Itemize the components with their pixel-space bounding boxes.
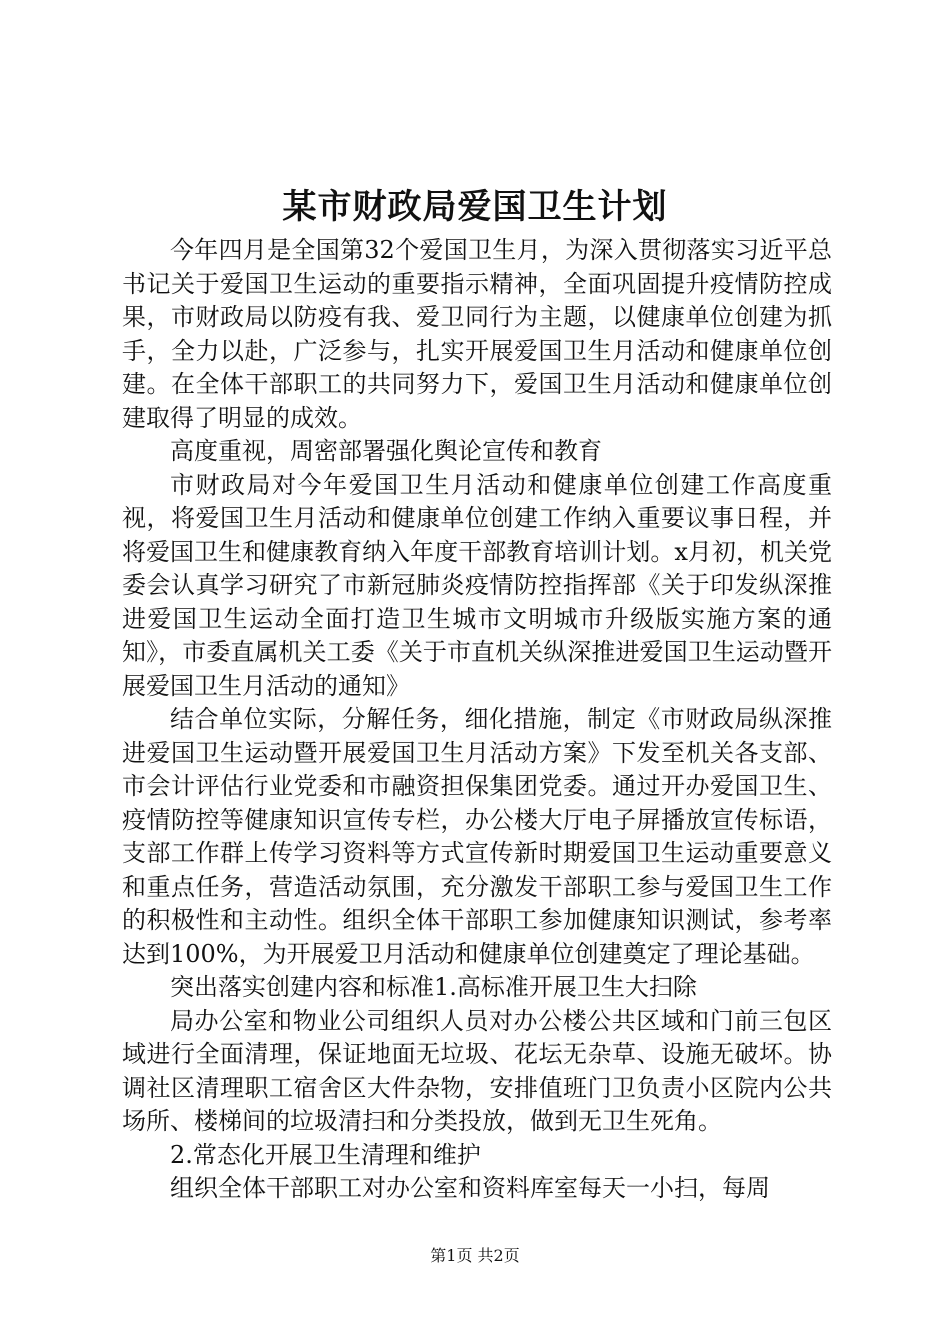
document-body (122, 234, 832, 1206)
page-footer: 第1页 共2页 (430, 1246, 520, 1265)
paragraph-maintenance: 组织全体干部职工对办公室和资料库室每天一小扫，每周 (170, 1174, 770, 1202)
section-heading-maintenance: 2.常态化开展卫生清理和维护 (170, 1140, 481, 1169)
paragraph-measures: 结合单位实际，分解任务，细化措施，制定《市财政局纵深推进爱国卫生运动暨开展爱国卫生月活动方案》下发至机关各支部、市会计评估行业党委和市融资担保集团党委。通过开办爱国卫生、疫情防控等健康知识宣传专栏，办公楼大厅电子屏播放宣传标语，支部工作群上传学习资料等方式宣传新时期爱国卫生运动重要意义和重点任务，营造活动氛围，充分激发干部职工参与爱国卫生工作的积极性和主动性。组织全体干部职工参加健康知识测试，参考率达到100%，为开展爱卫月活动和健康单位创建奠定了理论基础。 (122, 705, 832, 968)
section-heading-cleanup: 突出落实创建内容和标准1.高标准开展卫生大扫除 (170, 973, 697, 1001)
section-heading-publicity: 高度重视，周密部署强化舆论宣传和教育 (170, 437, 602, 465)
paragraph-cleanup: 局办公室和物业公司组织人员对办公楼公共区域和门前三包区域进行全面清理，保证地面无垃圾、花坛无杂草、设施无破坏。协调社区清理职工宿舍区大件杂物，安排值班门卫负责小区院内公共场所、楼梯间的垃圾清扫和分类投放，做到无卫生死角。 (122, 1006, 832, 1135)
document-title: 某市财政局爱国卫生计划 (282, 187, 668, 227)
paragraph-planning: 市财政局对今年爱国卫生月活动和健康单位创建工作高度重视，将爱国卫生月活动和健康单位创建工作纳入重要议事日程，并将爱国卫生和健康教育纳入年度干部教育培训计划。x月初，机关党委会认真学习研究了市新冠肺炎疫情防控指挥部《关于印发纵深推进爱国卫生运动全面打造卫生城市文明城市升级版实施方案的通知》，市委直属机关工委《关于市直机关纵深推进爱国卫生运动暨开展爱国卫生月活动的通知》 (122, 470, 832, 700)
paragraph-intro: 今年四月是全国第32个爱国卫生月，为深入贯彻落实习近平总书记关于爱国卫生运动的重要指示精神，全面巩固提升疫情防控成果，市财政局以防疫有我、爱卫同行为主题，以健康单位创建为抓手，全力以赴，广泛参与，扎实开展爱国卫生月活动和健康单位创建。在全体干部职工的共同努力下，爱国卫生月活动和健康单位创建取得了明显的成效。 (122, 236, 832, 432)
